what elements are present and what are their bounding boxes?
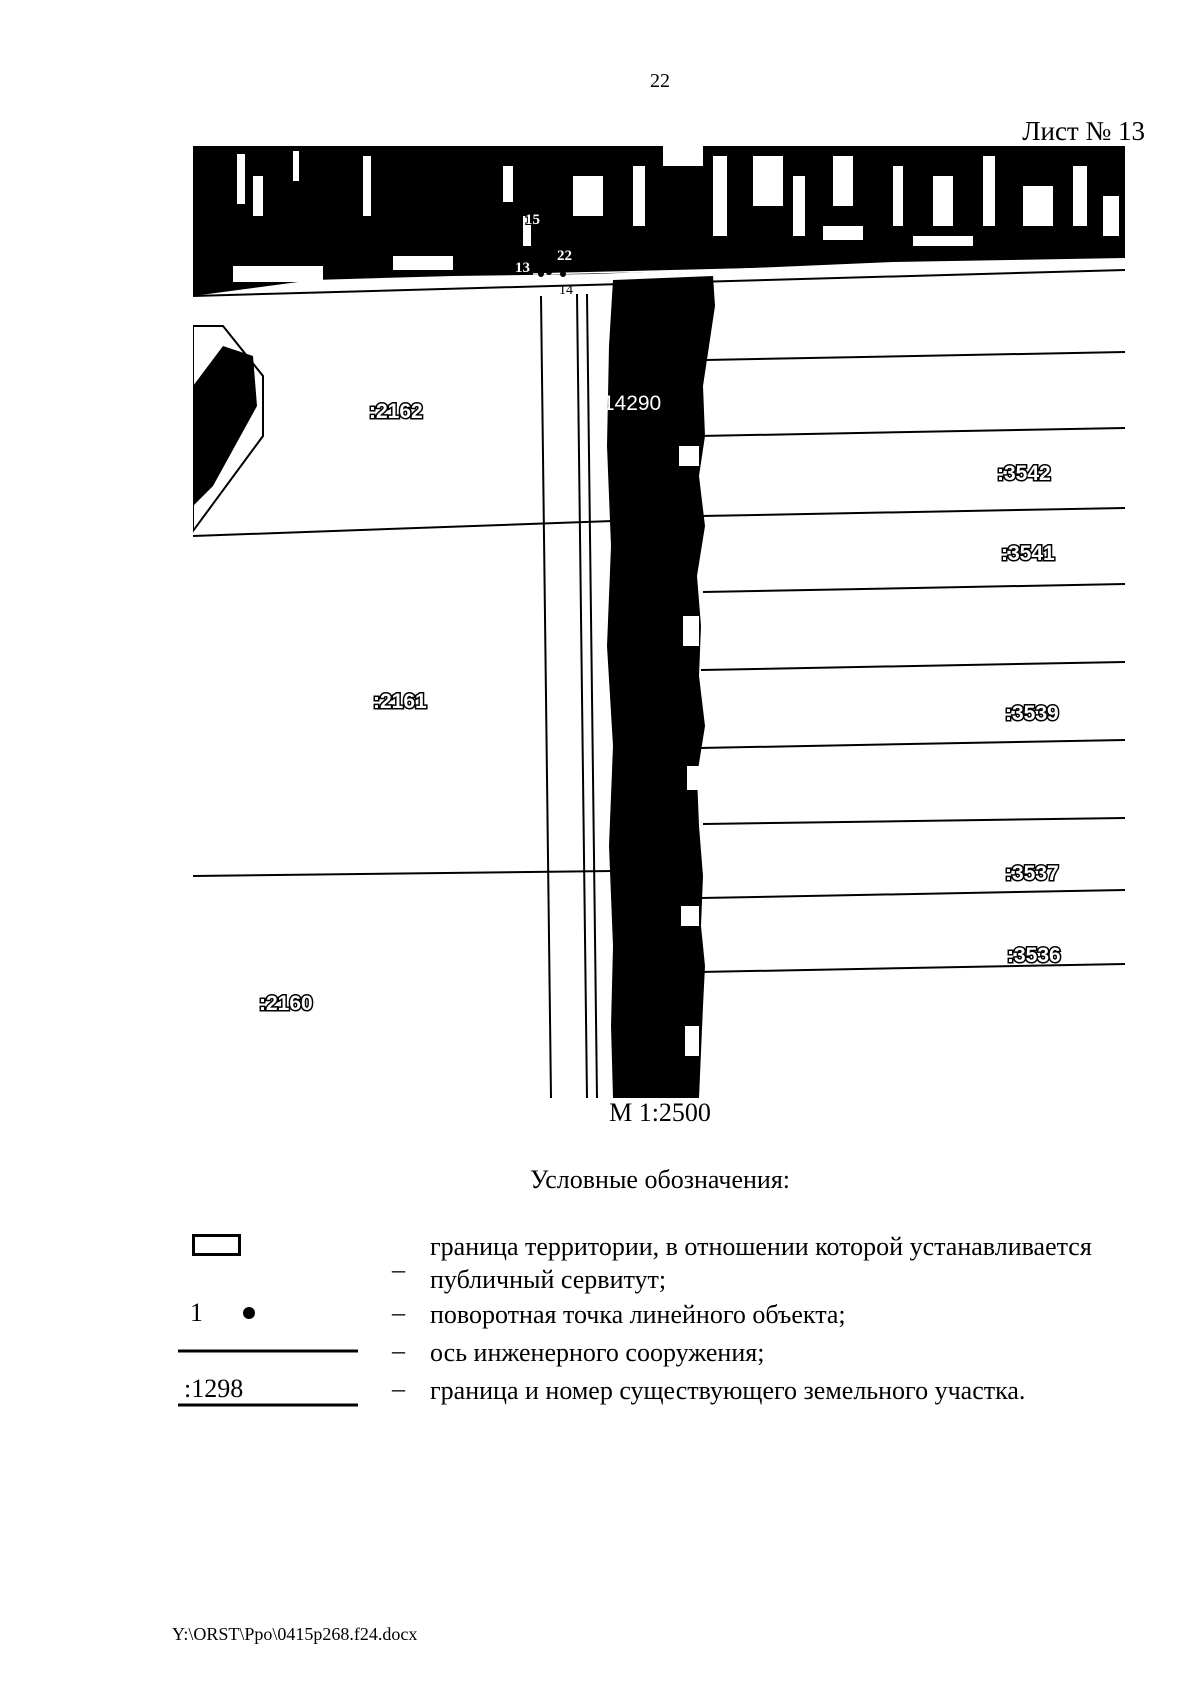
point-symbol-label: 1 <box>190 1298 203 1327</box>
cadastral-map <box>193 146 1125 1098</box>
page-number: 22 <box>650 70 670 92</box>
point-label-22: 22 <box>557 248 572 264</box>
legend-text: поворотная точка линейного объекта; <box>430 1300 846 1329</box>
turning-point <box>546 269 552 275</box>
map-scale: М 1:2500 <box>609 1098 711 1127</box>
parcel-line-symbol <box>178 1402 358 1408</box>
easement-boundary-symbol <box>192 1234 242 1258</box>
parcel-label: :3541 <box>1001 542 1055 565</box>
point-label-15: 15 <box>525 212 540 228</box>
parcel-label: :3536 <box>1007 944 1061 967</box>
parcel-symbol-label: :1298 <box>184 1374 244 1403</box>
parcel-label: :2162 <box>369 400 423 423</box>
turning-point-symbol <box>242 1306 256 1320</box>
parcel-label: :2160 <box>259 992 313 1015</box>
legend-text: граница и номер существующего земельного участка. <box>430 1376 1026 1405</box>
parcel-label: :3537 <box>1005 862 1059 885</box>
point-label-13: 13 <box>515 260 530 276</box>
parcel-label: :3542 <box>997 462 1051 485</box>
legend-text: граница территории, в отношении которой устанавливается публичный сервитут; <box>430 1232 1092 1294</box>
turning-point <box>538 271 544 277</box>
legend-dash: – <box>392 1374 405 1403</box>
parcel-label: :3539 <box>1005 702 1059 725</box>
legend-title: Условные обозначения: <box>529 1165 791 1194</box>
legend-dash: – <box>392 1336 405 1365</box>
legend-dash: _ <box>392 1246 405 1275</box>
point-label-14: 14 <box>559 283 573 298</box>
parcel-label: :2161 <box>373 690 427 713</box>
legend-dash: – <box>392 1298 405 1327</box>
turning-point <box>560 271 566 277</box>
axis-line-symbol <box>178 1348 358 1354</box>
sheet-label: Лист № 13 <box>1022 116 1145 146</box>
footer-file-path: Y:\ORST\Ppo\0415p268.f24.docx <box>172 1624 418 1644</box>
legend-text: ось инженерного сооружения; <box>430 1338 765 1367</box>
parcel-label: :14290 <box>597 392 662 415</box>
